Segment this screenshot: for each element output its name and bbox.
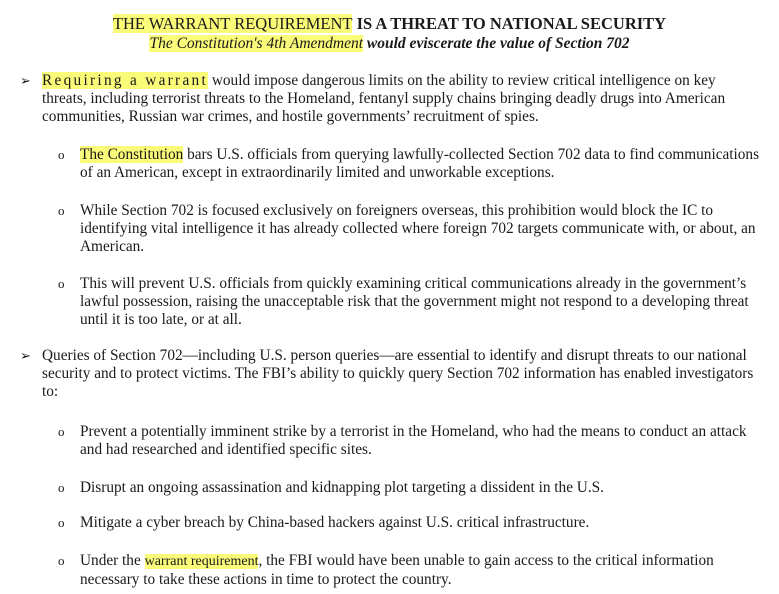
bullet-text: While Section 702 is focused exclusively on foreigners overseas, this prohibition would block the IC to identifying vital intelligence it has already collected where foreign 702 targets communicate with, or about, an American.	[80, 202, 756, 255]
page-subtitle	[0, 35, 779, 53]
bullet-text: Prevent a potentially imminent strike by a terrorist in the Homeland, who had the means to conduct an attack and had researched and identified specific sites.	[80, 423, 747, 458]
highlight: Requiring a warrant	[42, 72, 209, 89]
highlight: warrant requirement	[144, 554, 259, 569]
arrow-bullet-icon: ➢	[20, 348, 31, 363]
circle-bullet-icon: o	[58, 424, 65, 439]
sub-bullet-item	[58, 202, 760, 256]
title-rest: IS A THREAT TO NATIONAL SECURITY	[352, 14, 667, 33]
highlight: The Constitution	[80, 146, 184, 163]
circle-bullet-icon: o	[58, 515, 65, 530]
bullet-item	[20, 72, 762, 126]
bullet-text: Disrupt an ongoing assassination and kidnapping plot targeting a dissident in the U.S.	[80, 479, 605, 496]
sub-bullet-item	[58, 514, 760, 532]
bullet-text: Mitigate a cyber breach by China-based hackers against U.S. critical infrastructure.	[80, 514, 590, 531]
circle-bullet-icon: o	[58, 480, 65, 495]
circle-bullet-icon: o	[58, 203, 65, 218]
title-highlight: THE WARRANT REQUIREMENT	[112, 14, 353, 33]
bullet-text: This will prevent U.S. officials from quickly examining critical communications already in the government’s lawful possession, raising the unacceptable risk that the government might not respond to a developing threat until it is too late, or at all.	[80, 275, 749, 328]
circle-bullet-icon: o	[58, 276, 65, 291]
sub-bullet-item	[58, 479, 760, 497]
circle-bullet-icon: o	[58, 553, 65, 568]
bullet-text-pre: Under the	[80, 552, 145, 569]
sub-bullet-item	[58, 275, 760, 329]
bullet-item	[20, 347, 762, 401]
page-title	[0, 14, 779, 34]
bullet-text: bars U.S. officials from querying lawfully-collected Section 702 data to find communications of an American, except in extraordinarily limited and unworkable exceptions.	[80, 146, 760, 181]
subtitle-rest: would eviscerate the value of Section 702	[363, 35, 630, 52]
sub-bullet-item	[58, 552, 760, 589]
bullet-text: would impose dangerous limits on the ability to review critical intelligence on key threats, including terrorist threats to the Homeland, fentanyl supply chains bringing deadly drugs into American communities, Russian war crimes, and hostile governments’ recruitment of spies.	[42, 72, 726, 125]
circle-bullet-icon: o	[58, 147, 65, 162]
subtitle-highlight: The Constitution's 4th Amendment	[149, 35, 364, 52]
arrow-bullet-icon: ➢	[20, 73, 31, 88]
sub-bullet-item	[58, 146, 760, 182]
bullet-text: , the FBI would have been unable to gain access to the critical information necessary to take these actions in time to protect the country.	[80, 552, 714, 588]
bullet-text: Queries of Section 702—including U.S. person queries—are essential to identify and disrupt threats to our national security and to protect victims. The FBI’s ability to quickly query Section 702 information has enabled investigators to:	[42, 347, 754, 400]
sub-bullet-item	[58, 423, 760, 459]
